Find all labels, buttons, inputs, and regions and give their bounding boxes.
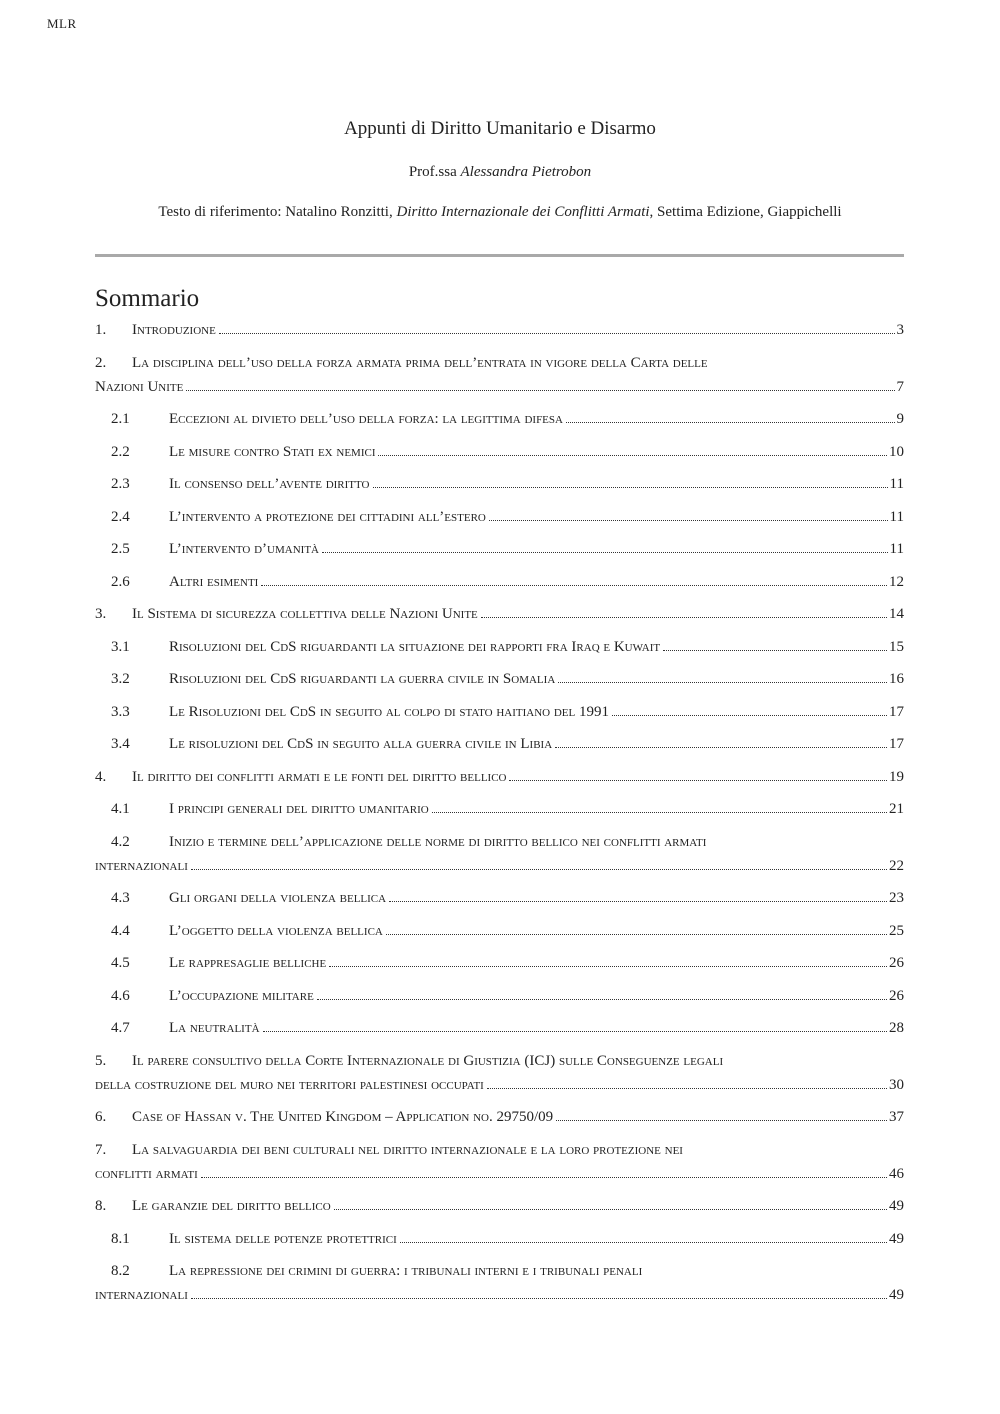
toc-entry-page: 30 (889, 1076, 904, 1093)
toc-entry-page: 11 (889, 541, 904, 557)
toc-entry[interactable] (95, 732, 904, 756)
toc-leader-dots (191, 868, 887, 870)
toc-entry-title: Le misure contro Stati ex nemici (169, 443, 376, 460)
toc-entry-number: 5. (95, 1052, 107, 1069)
toc-entry-number: 8.2 (111, 1263, 130, 1279)
toc-entry[interactable] (95, 1259, 904, 1307)
toc-entry[interactable] (95, 440, 904, 464)
toc-leader-dots (612, 714, 887, 716)
toc-leader-dots (555, 746, 887, 748)
toc-entry-number: 4.5 (111, 955, 130, 971)
toc-entry-page: 16 (889, 671, 904, 687)
toc-leader-dots (386, 933, 887, 935)
toc-entry-title-continued: della costruzione del muro nei territori palestinesi occupati (95, 1076, 484, 1093)
toc-leader-dots (373, 486, 888, 488)
toc-entry-title: Risoluzioni del CdS riguardanti la guerra civile in Somalia (169, 671, 556, 687)
toc-leader-dots (481, 616, 887, 618)
toc-entry[interactable] (95, 407, 904, 431)
toc-entry-title: Gli organi della violenza bellica (169, 890, 387, 906)
toc-entry-page: 49 (889, 1198, 904, 1214)
toc-entry[interactable] (95, 797, 904, 821)
toc-entry-page: 9 (896, 411, 904, 427)
toc-entry-title: La disciplina dell’uso della forza armata prima dell’entrata in vigore della Carta delle (132, 354, 708, 371)
toc-entry-title: La salvaguardia dei beni culturali nel diritto internazionale e la loro protezione nei (132, 1141, 683, 1158)
toc-entry[interactable] (95, 537, 904, 561)
toc-entry-number: 1. (95, 322, 107, 338)
toc-leader-dots (558, 681, 887, 683)
toc-entry-page: 12 (889, 573, 904, 590)
toc-leader-dots (663, 649, 887, 651)
toc-leader-dots (322, 551, 888, 553)
toc-leader-dots (378, 454, 887, 456)
toc-entry-number: 3. (95, 606, 107, 622)
toc-leader-dots (334, 1208, 887, 1210)
toc-entry-page: 21 (889, 801, 904, 817)
toc-leader-dots (186, 389, 894, 391)
toc-entry-number: 4.2 (111, 833, 130, 850)
toc-entry-page: 19 (889, 768, 904, 785)
toc-entry-number: 3.3 (111, 703, 130, 720)
header-divider (95, 254, 904, 257)
toc-leader-dots (487, 1087, 887, 1089)
toc-entry-title: L’oggetto della violenza bellica (169, 922, 383, 939)
toc-leader-dots (219, 332, 895, 334)
toc-entry[interactable] (95, 667, 904, 691)
toc-entry[interactable] (95, 919, 904, 943)
toc-entry[interactable] (95, 472, 904, 496)
toc-entry-page: 7 (896, 378, 904, 395)
toc-entry-page: 25 (889, 922, 904, 939)
toc-entry-title: La repressione dei crimini di guerra: i tribunali interni e i tribunali penali (169, 1263, 643, 1279)
toc-entry-title: Il diritto dei conflitti armati e le fonti del diritto bellico (132, 768, 507, 785)
toc-entry-page: 17 (889, 736, 904, 752)
toc-entry[interactable] (95, 886, 904, 910)
toc-entry-page: 37 (889, 1109, 904, 1125)
toc-leader-dots (400, 1241, 887, 1243)
toc-entry-title: Inizio e termine dell’applicazione delle norme di diritto bellico nei conflitti armati (169, 833, 707, 850)
toc-leader-dots (201, 1176, 887, 1178)
toc-entry-page: 11 (889, 508, 904, 525)
toc-entry-title: Eccezioni al divieto dell’uso della forza: la legittima difesa (169, 411, 563, 427)
toc-entry-number: 7. (95, 1141, 107, 1158)
toc-entry[interactable] (95, 635, 904, 659)
toc-entry-title: L’intervento d’umanità (169, 541, 319, 557)
toc-entry-title: Risoluzioni del CdS riguardanti la situazione dei rapporti fra Iraq e Kuwait (169, 638, 661, 655)
toc-entry-number: 4. (95, 768, 107, 785)
toc-leader-dots (261, 584, 887, 586)
toc-entry-page: 49 (889, 1287, 904, 1303)
toc-entry-title: Le garanzie del diritto bellico (132, 1198, 331, 1214)
toc-entry[interactable] (95, 951, 904, 975)
toc-entry[interactable] (95, 351, 904, 399)
toc-entry-number: 4.1 (111, 801, 130, 817)
toc-entry-page: 26 (889, 987, 904, 1004)
toc-entry-number: 2.5 (111, 541, 130, 557)
toc-entry[interactable] (95, 1194, 904, 1218)
toc-entry-page: 17 (889, 703, 904, 720)
toc-entry-title: Le Risoluzioni del CdS in seguito al colpo di stato haitiano del 1991 (169, 703, 609, 720)
toc-entry-number: 4.4 (111, 922, 130, 939)
reference-line (0, 204, 1000, 221)
toc-leader-dots (509, 779, 887, 781)
reference-prefix: Testo di riferimento: Natalino Ronzitti, (158, 204, 393, 220)
toc-leader-dots (432, 811, 887, 813)
toc-entry-page: 22 (889, 857, 904, 874)
toc-entry-page: 49 (889, 1230, 904, 1247)
toc-entry[interactable] (95, 830, 904, 878)
toc-entry-page: 14 (889, 606, 904, 622)
table-of-contents (95, 318, 904, 1316)
toc-entry-number: 3.2 (111, 671, 130, 687)
toc-entry-title: Il parere consultivo della Corte Internazionale di Giustizia (ICJ) sulle Conseguenze legali (132, 1052, 724, 1069)
toc-entry-title-continued: internazionali (95, 1287, 188, 1303)
toc-leader-dots (556, 1119, 887, 1121)
author-prefix: Prof.ssa (408, 164, 457, 180)
toc-entry[interactable] (95, 700, 904, 724)
reference-suffix: , Settima Edizione, Giappichelli (649, 204, 842, 220)
toc-leader-dots (389, 900, 887, 902)
toc-leader-dots (489, 519, 888, 521)
toc-entry-title: La neutralità (169, 1020, 260, 1036)
toc-entry-number: 4.7 (111, 1020, 130, 1036)
toc-entry-title-continued: internazionali (95, 857, 188, 874)
toc-entry-page: 15 (889, 638, 904, 655)
toc-entry-page: 11 (889, 476, 904, 492)
toc-entry[interactable] (95, 1049, 904, 1097)
toc-entry-number: 2.6 (111, 573, 130, 590)
toc-entry-number: 2. (95, 354, 107, 371)
toc-entry-title: Case of Hassan v. The United Kingdom – Application no. 29750/09 (132, 1109, 554, 1125)
toc-entry[interactable] (95, 1227, 904, 1251)
toc-entry[interactable] (95, 1105, 904, 1129)
toc-entry-title: Le risoluzioni del CdS in seguito alla guerra civile in Libia (169, 736, 553, 752)
toc-entry-page: 46 (889, 1165, 904, 1182)
reference-book: Diritto Internazionale dei Conflitti Armati (396, 204, 650, 220)
toc-entry-number: 8.1 (111, 1230, 130, 1247)
toc-entry-number: 4.6 (111, 987, 130, 1004)
toc-entry-title: Altri esimenti (169, 573, 259, 590)
toc-entry-number: 2.2 (111, 443, 130, 460)
toc-entry-title: Introduzione (132, 322, 216, 338)
author-name: Alessandra Pietrobon (460, 164, 592, 180)
toc-leader-dots (317, 998, 887, 1000)
toc-entry-title: Le rappresaglie belliche (169, 955, 327, 971)
toc-entry-title: L’intervento a protezione dei cittadini all’estero (169, 508, 486, 525)
corner-label: MLR (47, 16, 77, 31)
toc-entry-number: 2.4 (111, 508, 130, 525)
toc-entry-title-continued: conflitti armati (95, 1165, 198, 1182)
toc-entry[interactable] (95, 984, 904, 1008)
toc-entry-number: 6. (95, 1109, 107, 1125)
toc-entry-number: 4.3 (111, 890, 130, 906)
toc-entry-title-continued: Nazioni Unite (95, 378, 184, 395)
toc-entry[interactable] (95, 1016, 904, 1040)
toc-entry-number: 8. (95, 1198, 107, 1214)
toc-entry[interactable] (95, 602, 904, 626)
toc-entry-title: Il sistema delle potenze protettrici (169, 1230, 397, 1247)
toc-entry[interactable] (95, 318, 904, 342)
toc-leader-dots (263, 1030, 887, 1032)
toc-entry-page: 26 (889, 955, 904, 971)
toc-entry-number: 2.3 (111, 476, 130, 492)
toc-heading: Sommario (95, 285, 200, 312)
toc-entry[interactable] (95, 570, 904, 594)
toc-entry-number: 2.1 (111, 411, 130, 427)
toc-leader-dots (566, 421, 895, 423)
toc-entry-page: 23 (889, 890, 904, 906)
toc-entry-page: 3 (896, 322, 904, 338)
author-line (0, 164, 1000, 181)
toc-entry-page: 10 (889, 443, 904, 460)
toc-entry-title: Il consenso dell’avente diritto (169, 476, 370, 492)
toc-entry[interactable] (95, 505, 904, 529)
toc-entry-number: 3.4 (111, 736, 130, 752)
toc-leader-dots (191, 1297, 887, 1299)
toc-entry-title: L’occupazione militare (169, 987, 314, 1004)
toc-leader-dots (329, 965, 887, 967)
toc-entry[interactable] (95, 765, 904, 789)
toc-entry-title: Il Sistema di sicurezza collettiva delle Nazioni Unite (132, 606, 478, 622)
toc-entry[interactable] (95, 1138, 904, 1186)
toc-entry-number: 3.1 (111, 638, 130, 655)
toc-entry-page: 28 (889, 1020, 904, 1036)
toc-entry-title: I principi generali del diritto umanitario (169, 801, 429, 817)
document-title: Appunti di Diritto Umanitario e Disarmo (344, 118, 656, 139)
